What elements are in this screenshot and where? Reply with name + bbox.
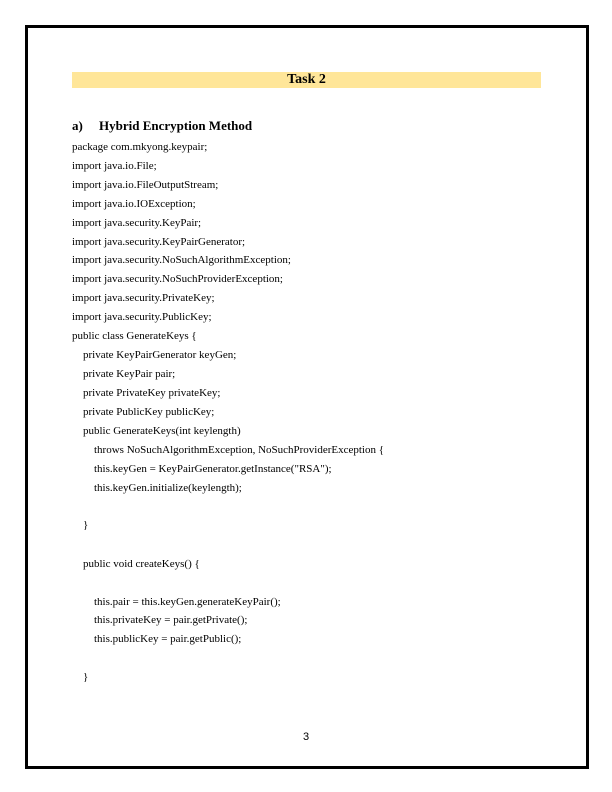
code-line: this.keyGen = KeyPairGenerator.getInstance("RSA"); <box>94 463 332 475</box>
code-line: } <box>83 519 89 531</box>
code-line: import java.security.NoSuchProviderException; <box>72 273 283 285</box>
section-title: Hybrid Encryption Method <box>99 118 253 133</box>
code-line: this.privateKey = pair.getPrivate(); <box>94 614 248 626</box>
section-marker: a) <box>72 118 83 133</box>
task-heading: Task 2 <box>72 72 541 88</box>
code-line: import java.security.PrivateKey; <box>72 292 215 304</box>
code-line: import java.security.NoSuchAlgorithmException; <box>72 254 291 266</box>
code-line: public class GenerateKeys { <box>72 330 197 342</box>
code-line: import java.security.KeyPair; <box>72 217 202 229</box>
code-line: public GenerateKeys(int keylength) <box>83 425 241 437</box>
code-line: private PrivateKey privateKey; <box>83 387 221 399</box>
code-line: private KeyPairGenerator keyGen; <box>83 349 237 361</box>
code-line: throws NoSuchAlgorithmException, NoSuchProviderException { <box>94 444 385 456</box>
section-heading <box>72 118 252 134</box>
code-line: public void createKeys() { <box>83 558 200 570</box>
code-line: private KeyPair pair; <box>83 368 176 380</box>
code-line: import java.security.KeyPairGenerator; <box>72 236 246 248</box>
code-line: import java.io.File; <box>72 160 157 172</box>
code-line: import java.io.FileOutputStream; <box>72 179 219 191</box>
code-line: } <box>83 671 89 683</box>
code-line: private PublicKey publicKey; <box>83 406 215 418</box>
code-line: import java.security.PublicKey; <box>72 311 212 323</box>
code-line: import java.io.IOException; <box>72 198 196 210</box>
code-line: this.publicKey = pair.getPublic(); <box>94 633 242 645</box>
code-line: this.keyGen.initialize(keylength); <box>94 482 242 494</box>
page-number: 3 <box>302 731 310 743</box>
code-line: package com.mkyong.keypair; <box>72 141 208 153</box>
code-line: this.pair = this.keyGen.generateKeyPair(); <box>94 596 281 608</box>
